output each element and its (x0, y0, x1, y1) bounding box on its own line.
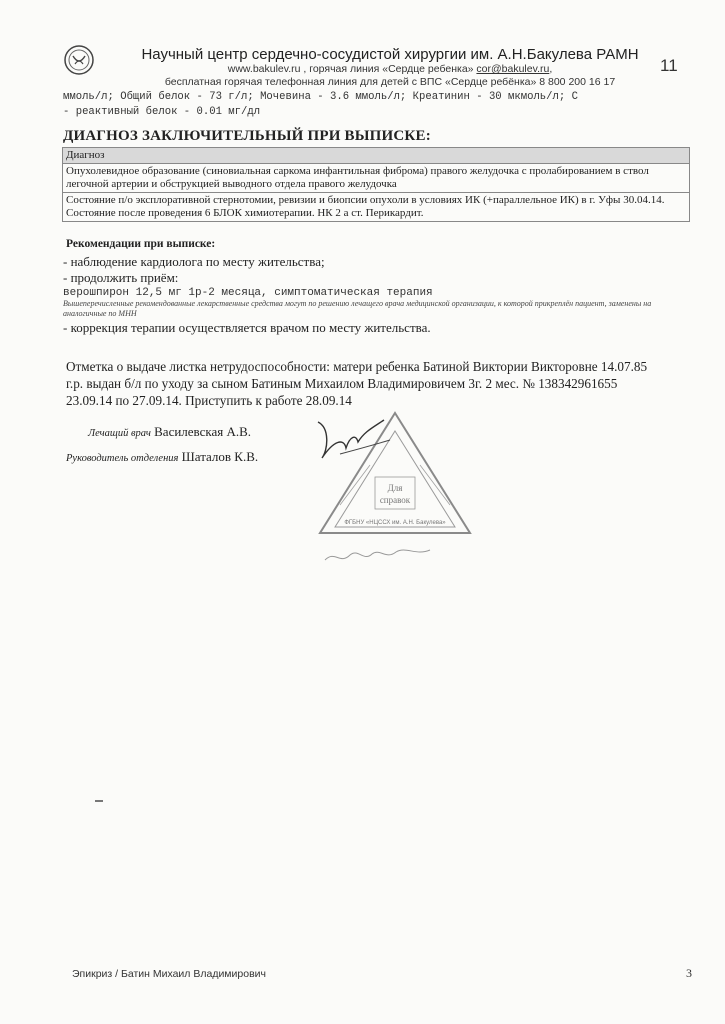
table-row (63, 164, 690, 193)
scan-artifact (95, 800, 103, 802)
header-contacts-suffix: , (549, 63, 553, 75)
table-row (63, 193, 690, 222)
attending-doctor-name: Василевская А.В. (154, 424, 252, 439)
department-head-signature-line (66, 449, 258, 465)
recommendation-item: - коррекция терапии осуществляется врачом по месту жительства. (63, 320, 431, 335)
footer-document-label: Эпикриз / Батин Михаил Владимирович (72, 968, 266, 980)
attending-doctor-signature-line (88, 424, 251, 440)
header-title: Научный центр сердечно-сосудистой хирургии им. А.Н.Бакулева РАМН (141, 46, 639, 63)
sheet-number: 11 (660, 56, 678, 75)
header-free-hotline: бесплатная горячая телефонная линия для детей с ВПС «Сердце ребёнка» 8 800 200 16 17 (164, 76, 616, 88)
diagnosis-table-header: Диагноз (63, 148, 690, 164)
lab-results-line-1: ммоль/л; Общий белок - 73 г/л; Мочевина - 3.6 ммоль/л; Креатинин - 30 мкмоль/л; С (63, 91, 578, 103)
footer-page-number: 3 (686, 966, 692, 980)
recommendation-item: - продолжить приём: (63, 270, 179, 285)
center-logo-icon (63, 44, 95, 76)
sick-leave-note: Отметка о выдаче листка нетрудоспособности: матери ребенка Батиной Виктории Викторовне 14.07.85 г.р. выдан б/л по уходу за сыном Батиным Михаилом Владимировичем 3г. 2 мес. № 138342961655 23.09.14 по 27.09.14. Приступить к работе 28.09.14 (66, 359, 648, 408)
doctor-signature (300, 410, 420, 470)
stamp-center-line-1: Для (387, 483, 403, 493)
stamp-bottom-text: ФГБНУ «НЦССХ им. А.Н. Бакулева» (344, 520, 446, 526)
stamp-signature-scribble (320, 540, 440, 570)
medication-line: верошпирон 12,5 мг 1р-2 месяца, симптоматическая терапия (63, 287, 433, 299)
recommendations-title: Рекомендации при выписке: (66, 238, 216, 250)
recommendation-item: - наблюдение кардиолога по месту жительства; (63, 254, 325, 269)
diagnosis-section-title: ДИАГНОЗ ЗАКЛЮЧИТЕЛЬНЫЙ ПРИ ВЫПИСКЕ: (63, 128, 431, 144)
header-website-hotline: www.bakulev.ru , горячая линия «Сердце ребенка» (227, 63, 474, 75)
department-head-role: Руководитель отделения (66, 453, 179, 464)
diagnosis-status: Состояние п/о эксплоративной стернотомии, ревизии и биопсии опухоли в условиях ИК (+параллельное ИК) в г. Уфы 30.04.14. Состояние после проведения 6 БЛОК химиотерапии. НК 2 а ст. Перикардит. (63, 193, 690, 222)
diagnosis-main: Опухолевидное образование (синовиальная саркома инфантильная фиброма) правого желудочка с пролабированием в ствол легочной артерии и обструкцией выводного отдела правого желудочка (63, 164, 690, 193)
department-head-name: Шаталов К.В. (181, 449, 259, 464)
medication-substitution-note: Вышеперечисленные рекомендованные лекарственные средства могут по решению лечащего врача медицинской организации, к которой прикреплён пациент, заменены на аналогичные по МНН (63, 299, 652, 318)
diagnosis-table-header-row (63, 148, 690, 164)
stamp-center-line-2: справок (379, 495, 411, 505)
lab-results-line-2: - реактивный белок - 0.01 мг/дл (63, 106, 261, 118)
header-contacts (150, 63, 630, 75)
attending-doctor-role: Лечащий врач (88, 428, 151, 439)
header-email-link[interactable]: cor@bakulev.ru (476, 63, 550, 75)
diagnosis-table (62, 147, 690, 222)
